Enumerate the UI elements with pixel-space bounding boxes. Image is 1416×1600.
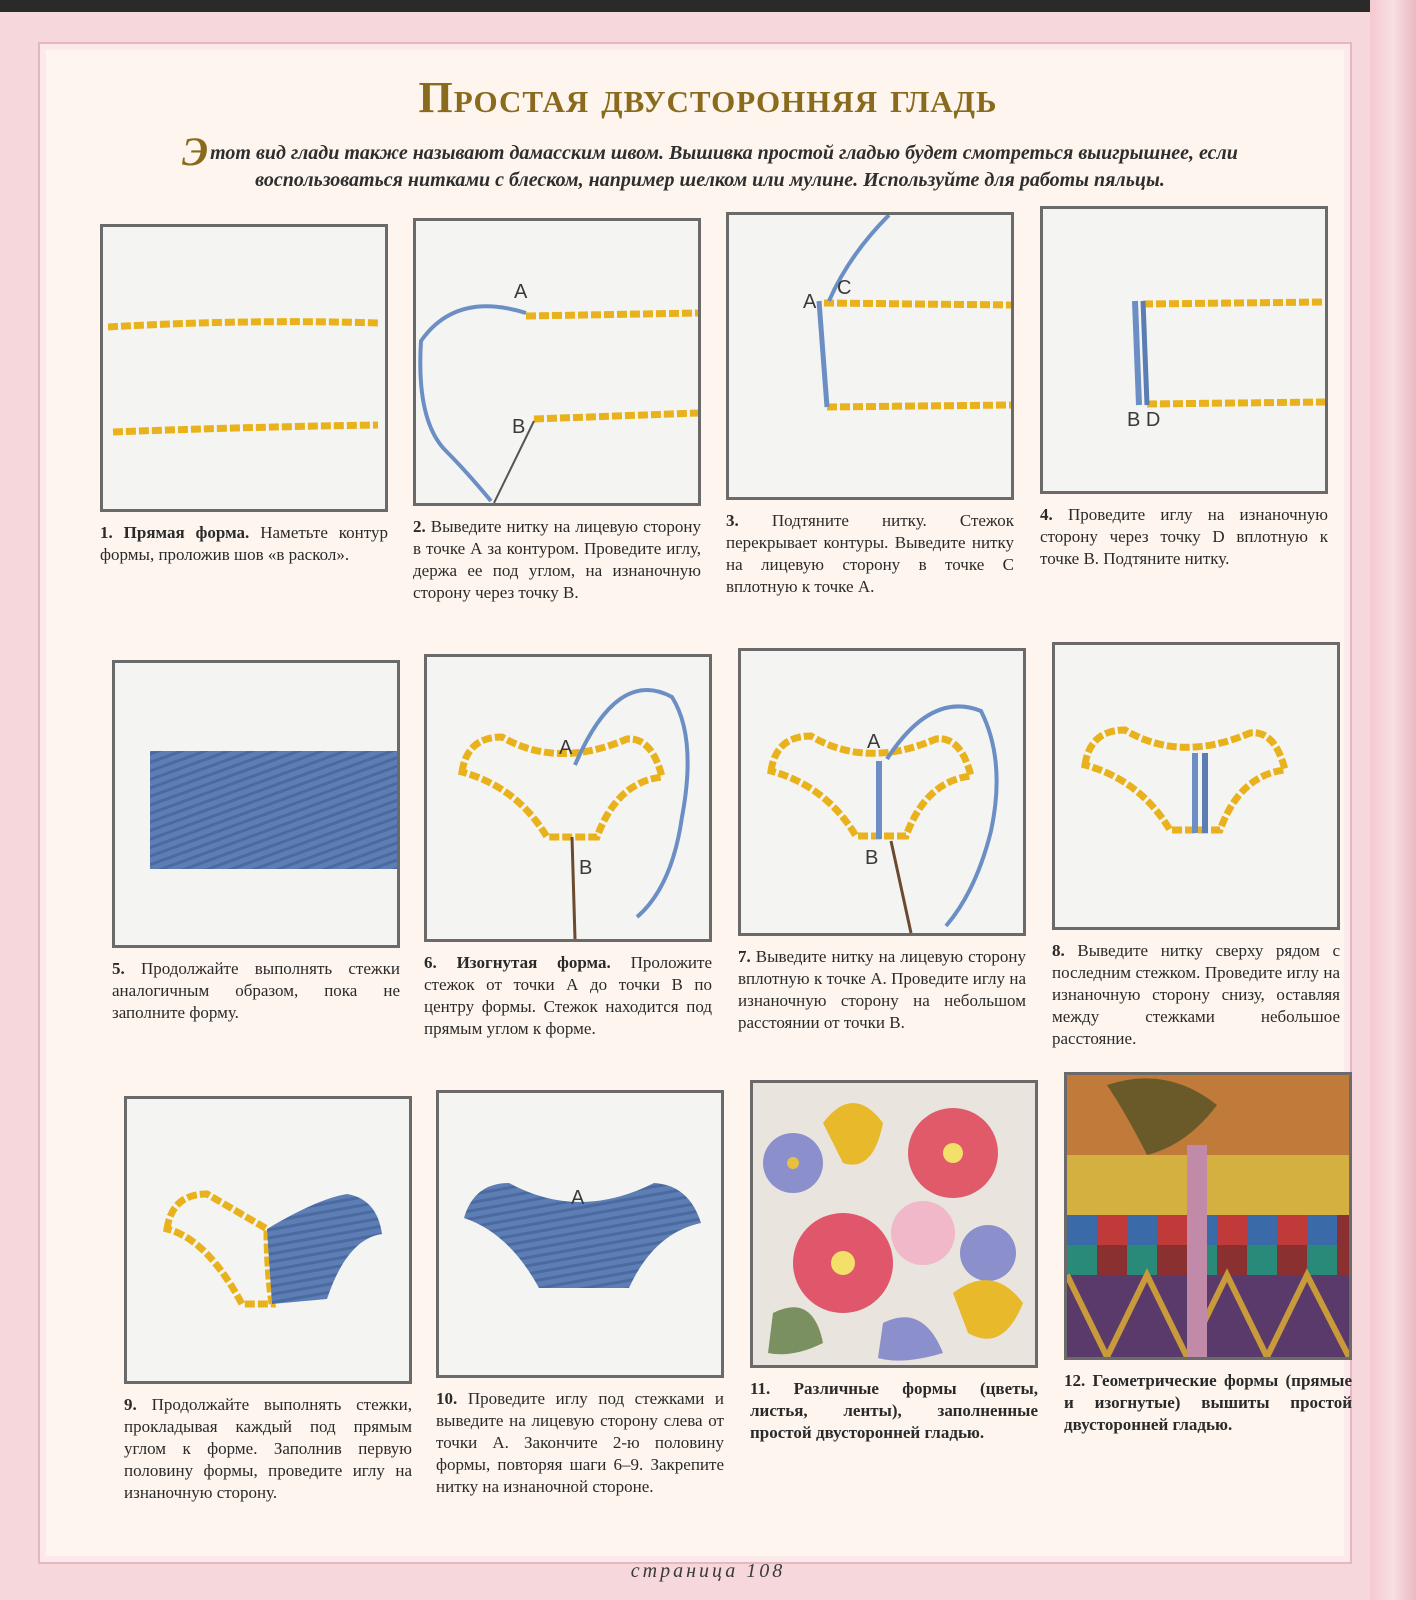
step-3-illustration — [729, 215, 1011, 497]
step-9-illustration — [127, 1099, 409, 1381]
step-6-caption: 6. Изогнутая форма. Проложите стежок от точки А до точки В по центру формы. Стежок находится под прямым углом к форме. — [424, 953, 713, 1038]
step-6 — [424, 654, 712, 1040]
page-title: Простая двусторонняя гладь — [418, 73, 998, 122]
step-2-illustration — [416, 221, 698, 503]
label-a: A — [514, 281, 528, 303]
step-2-caption: 2. Выведите нитку на лицевую сторону в точке А за контуром. Проведите иглу, держа ее под углом, на изнаночную сторону через точку В. — [413, 517, 701, 602]
page-number-footer: страница 108 — [630, 1560, 786, 1582]
step-3-caption: 3. Подтяните нитку. Стежок перекрывает контуры. Выведите нитку на лицевую сторону в точке С вплотную к точке А. — [726, 511, 1015, 596]
label-a: A — [867, 731, 881, 753]
step-5-photo — [112, 660, 400, 948]
step-8-photo — [1052, 642, 1340, 930]
step-7 — [738, 648, 1026, 1034]
step-8 — [1052, 642, 1340, 1050]
step-10-caption: 10. Проведите иглу под стежками и выведите на лицевую сторону слева от точки А. Закончите 2-ю половину формы, повторяя шаги 6–9. Закрепите нитку на изнаночной стороне. — [436, 1389, 724, 1496]
step-5-illustration — [115, 663, 397, 945]
label-bd: B D — [1127, 409, 1161, 431]
step-7-photo — [738, 648, 1026, 936]
step-4-photo — [1040, 206, 1328, 494]
geometric-embroidery-illustration — [1067, 1075, 1349, 1357]
step-12 — [1064, 1072, 1352, 1436]
step-11-caption: 11. Различные формы (цветы, листья, ленты), заполненные простой двусторонней гладью. — [750, 1379, 1038, 1442]
step-4 — [1040, 206, 1328, 570]
step-1-photo — [100, 224, 388, 512]
step-2 — [413, 218, 701, 604]
step-11-photo — [750, 1080, 1038, 1368]
step-12-caption: 12. Геометрические формы (прямые и изогнутые) вышиты простой двусторонней гладью. — [1064, 1371, 1353, 1434]
intro-text: тот вид глади также называют дамасским швом. Вышивка простой гладью будет смотреться выигрышнее, если воспользоваться нитками с блеском, например шелком или мулине. Используйте для работы пяльцы. — [210, 142, 1238, 191]
step-7-caption: 7. Выведите нитку на лицевую сторону вплотную к точке А. Проведите иглу на изнаночную сторону на небольшом расстоянии от точки В. — [738, 947, 1026, 1032]
label-c: C — [837, 277, 852, 299]
step-10 — [436, 1090, 724, 1498]
flowers-embroidery-illustration — [753, 1083, 1035, 1365]
label-a: A — [803, 291, 817, 313]
page-edge — [1370, 0, 1416, 1600]
step-9 — [124, 1096, 412, 1504]
step-8-caption: 8. Выведите нитку сверху рядом с последним стежком. Проведите иглу на изнаночную сторону снизу, оставляя между стежками небольшое расстояние. — [1052, 941, 1340, 1048]
step-5-caption: 5. Продолжайте выполнять стежки аналогичным образом, пока не заполните форму. — [112, 959, 400, 1022]
step-2-photo — [413, 218, 701, 506]
step-3-photo — [726, 212, 1014, 500]
intro-paragraph — [110, 129, 1310, 194]
label-b: B — [865, 847, 879, 869]
label-a: A — [571, 1187, 585, 1209]
step-1 — [100, 224, 388, 566]
top-dark-strip — [0, 0, 1416, 12]
step-12-photo — [1064, 1072, 1352, 1360]
step-10-photo — [436, 1090, 724, 1378]
step-9-photo — [124, 1096, 412, 1384]
step-11 — [750, 1080, 1038, 1444]
step-4-illustration — [1043, 209, 1325, 491]
step-1-illustration — [103, 227, 385, 509]
step-8-illustration — [1055, 645, 1337, 927]
step-6-illustration — [427, 657, 709, 939]
step-6-photo — [424, 654, 712, 942]
step-5 — [112, 660, 400, 1024]
label-b: B — [512, 416, 526, 438]
step-1-caption: 1. Прямая форма. Наметьте контур формы, проложив шов «в раскол». — [100, 523, 388, 564]
step-9-caption: 9. Продолжайте выполнять стежки, прокладывая каждый под прямым углом к форме. Заполнив первую половину формы, проведите иглу на изнаночную сторону. — [124, 1395, 413, 1502]
label-b: B — [579, 857, 593, 879]
label-a: A — [559, 737, 573, 759]
step-4-caption: 4. Проведите иглу на изнаночную сторону через точку D вплотную к точке В. Подтяните нитку. — [1040, 505, 1329, 568]
step-3 — [726, 212, 1014, 598]
intro-drop-cap: Э — [182, 129, 209, 174]
step-10-illustration — [439, 1093, 721, 1375]
step-7-illustration — [741, 651, 1023, 933]
